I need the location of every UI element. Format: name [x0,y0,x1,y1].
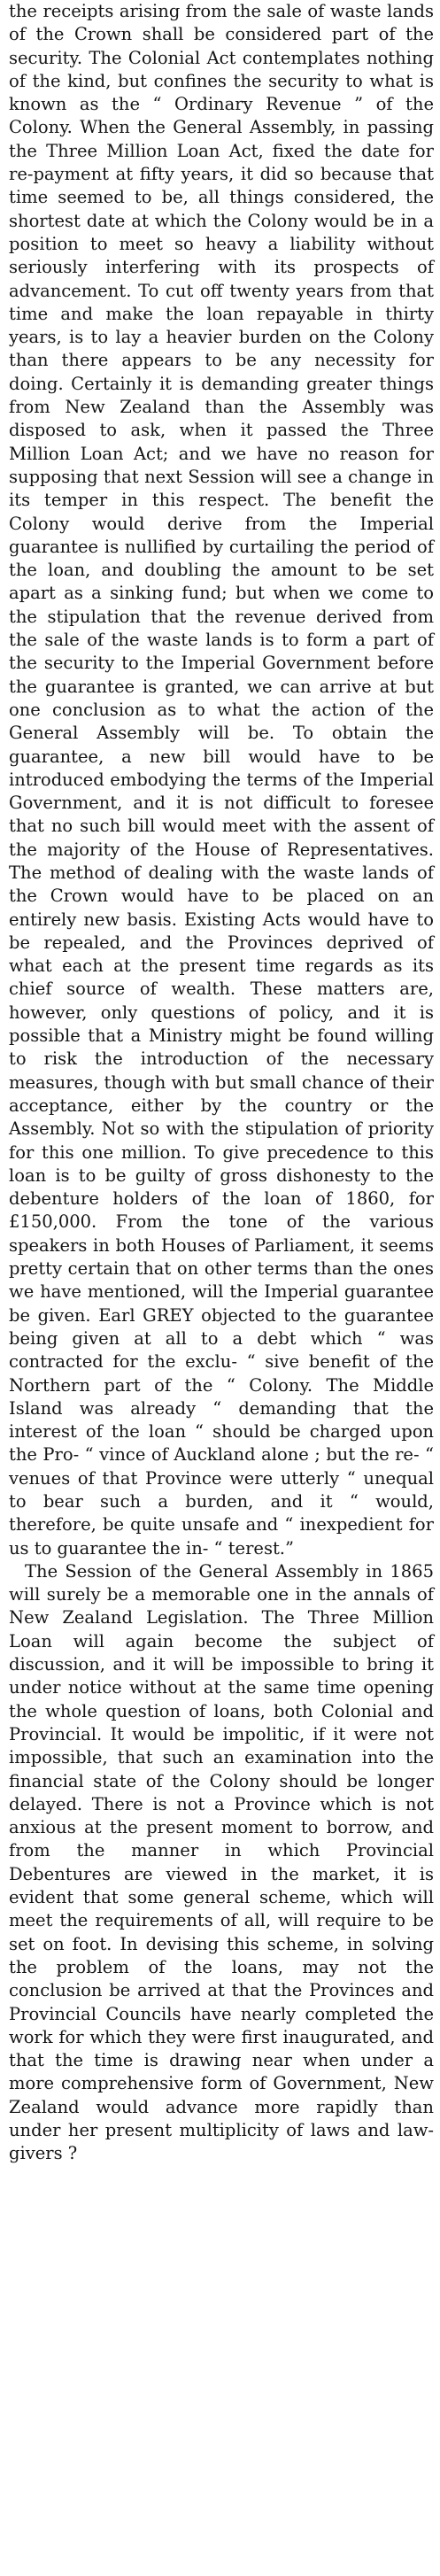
newspaper-column [5,0,437,2166]
article-paragraph: the receipts arising from the sale of waste lands of the Crown shall be considered part of the security. The Colonial Act contemplates nothing of the kind, but confines the security to what is known as the “ Ordinary Revenue ” of the Colony. When the General Assembly, in passing the Three Million Loan Act, fixed the date for re-payment at fifty years, it did so because that time seemed to be, all things considered, the shortest date at which the Colony would be in a position to meet so heavy a liability without seriously interfering with its prospects of advancement. To cut off twenty years from that time and make the loan repayable in thirty years, is to lay a heavier burden on the Colony than there appears to be any necessity for doing. Certainly it is demanding greater things from New Zealand than the Assembly was disposed to ask, when it passed the Three Million Loan Act; and we have no reason for supposing that next Session will see a change in its temper in this respect. The benefit the Colony would derive from the Imperial guarantee is nullified by curtailing the period of the loan, and doubling the amount to be set apart as a sinking fund; but when we come to the stipulation that the revenue derived from the sale of the waste lands is to form a part of the security to the Imperial Government before the guarantee is granted, we can arrive at but one conclusion as to what the action of the General Assembly will be. To obtain the guarantee, a new bill would have to be introduced embodying the terms of the Imperial Government, and it is not difficult to foresee that no such bill would meet with the assent of the majority of the House of Representatives. The method of dealing with the waste lands of the Crown would have to be placed on an entirely new basis. Existing Acts would have to be repealed, and the Provinces deprived of what each at the present time regards as its chief source of wealth. These matters are, however, only questions of policy, and it is possible that a Ministry might be found willing to risk the introduction of the necessary measures, though with but small chance of their acceptance, either by the country or the Assembly. Not so with the stipulation of priority for this one million. To give precedence to this loan is to be guilty of gross dishonesty to the debenture holders of the loan of 1860, for £150,000. From the tone of the various speakers in both Houses of Parliament, it seems pretty certain that on other terms than the ones we have mentioned, will the Imperial guarantee be given. Earl GREY objected to the guarantee being given at all to a debt which “ was contracted for the exclu- “ sive benefit of the Northern part of the “ Colony. The Middle Island was already “ demanding that the interest of the loan “ should be charged upon the Pro- “ vince of Auckland alone ; but the re- “ venues of that Province were utterly “ unequal to bear such a burden, and it “ would, therefore, be quite unsafe and “ inexpedient for us to guarantee the in- “ terest.” [9,1,434,1559]
article-paragraph: The Session of the General Assembly in 1865 will surely be a memorable one in the annals of New Zealand Legislation. The Three Million Loan will again become the subject of discussion, and it will be impossible to bring it under notice without at the same time opening the whole question of loans, both Colonial and Provincial. It would be impolitic, if it were not impossible, that such an examination into the financial state of the Colony should be longer delayed. There is not a Province which is not anxious at the present moment to borrow, and from the manner in which Provincial Debentures are viewed in the market, it is evident that some general scheme, which will meet the requirements of all, will require to be set on foot. In devising this scheme, in solving the problem of the loans, may not the conclusion be arrived at that the Provinces and Provincial Councils have nearly completed the work for which they were first inaugurated, and that the time is drawing near when under a more comprehensive form of Government, New Zealand would advance more rapidly than under her present multiplicity of laws and law-givers ? [9,1560,434,2164]
